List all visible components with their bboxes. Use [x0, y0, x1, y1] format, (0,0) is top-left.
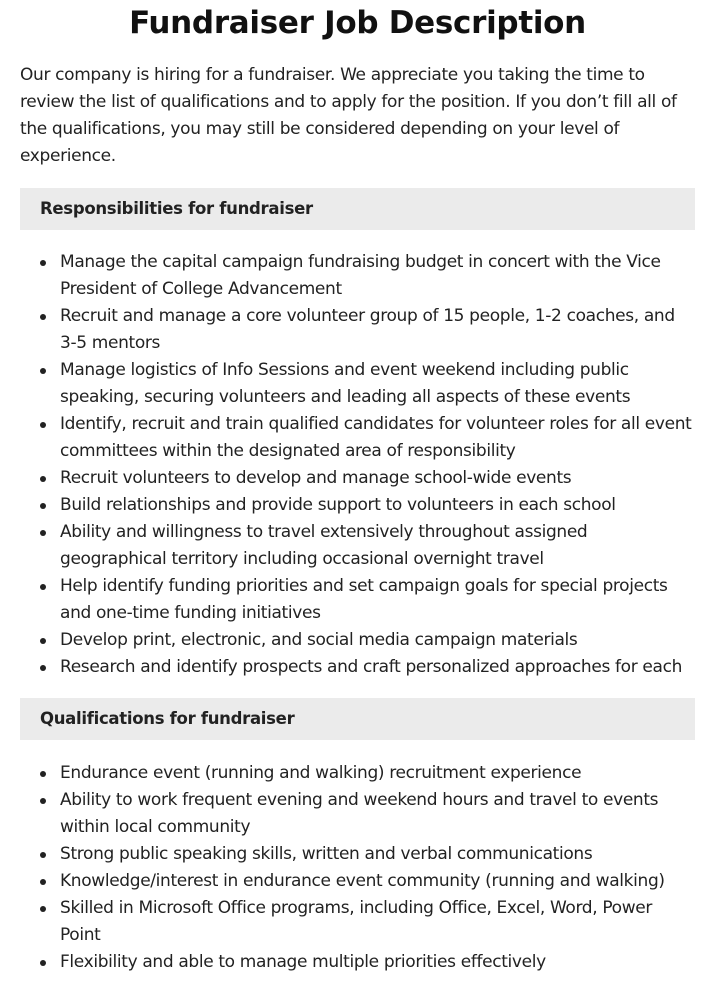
- list-item-text: Skilled in Microsoft Office programs, including Office, Excel, Word, Power Point: [60, 898, 652, 945]
- list-item: [20, 357, 695, 411]
- list-item: [20, 411, 695, 465]
- bullet-icon: [40, 771, 46, 777]
- responsibilities-list: [20, 249, 695, 681]
- list-item-text: Help identify funding priorities and set campaign goals for special projects and one-time funding initiatives: [60, 576, 668, 623]
- bullet-icon: [40, 798, 46, 804]
- bullet-icon: [40, 960, 46, 966]
- bullet-icon: [40, 530, 46, 536]
- list-item-text: Build relationships and provide support to volunteers in each school: [60, 495, 616, 515]
- list-item-text: Manage logistics of Info Sessions and event weekend including public speaking, securing volunteers and leading all aspects of these events: [60, 360, 631, 407]
- list-item: [20, 841, 695, 868]
- qualifications-heading: Qualifications for fundraiser: [20, 698, 695, 740]
- bullet-icon: [40, 314, 46, 320]
- bullet-icon: [40, 852, 46, 858]
- bullet-icon: [40, 422, 46, 428]
- intro-paragraph: Our company is hiring for a fundraiser. We appreciate you taking the time to review the list of qualifications and to apply for the position. If you don’t fill all of the qualifications, you may still be considered depending on your level of experience.: [20, 65, 677, 166]
- bullet-icon: [40, 665, 46, 671]
- list-item: [20, 868, 695, 895]
- list-item-text: Strong public speaking skills, written and verbal communications: [60, 844, 593, 864]
- list-item-text: Research and identify prospects and craft personalized approaches for each: [60, 657, 683, 677]
- list-item: [20, 895, 695, 949]
- responsibilities-heading: Responsibilities for fundraiser: [20, 188, 695, 230]
- list-item-text: Ability to work frequent evening and weekend hours and travel to events within local community: [60, 790, 659, 837]
- list-item: [20, 949, 695, 976]
- list-item: [20, 249, 695, 303]
- list-item: [20, 654, 695, 681]
- bullet-icon: [40, 906, 46, 912]
- list-item: [20, 465, 695, 492]
- qualifications-list: [20, 760, 695, 976]
- bullet-icon: [40, 638, 46, 644]
- bullet-icon: [40, 584, 46, 590]
- list-item: [20, 627, 695, 654]
- list-item-text: Ability and willingness to travel extensively throughout assigned geographical territory including occasional overnight travel: [60, 522, 588, 569]
- list-item-text: Manage the capital campaign fundraising budget in concert with the Vice President of College Advancement: [60, 252, 661, 299]
- list-item: [20, 760, 695, 787]
- list-item: [20, 492, 695, 519]
- bullet-icon: [40, 879, 46, 885]
- page-title: Fundraiser Job Description: [129, 5, 586, 41]
- job-description-page: [20, 0, 695, 976]
- list-item-text: Knowledge/interest in endurance event community (running and walking): [60, 871, 665, 891]
- list-item: [20, 787, 695, 841]
- list-item: [20, 519, 695, 573]
- bullet-icon: [40, 476, 46, 482]
- list-item-text: Recruit volunteers to develop and manage school-wide events: [60, 468, 572, 488]
- list-item-text: Identify, recruit and train qualified candidates for volunteer roles for all event committees within the designated area of responsibility: [60, 414, 692, 461]
- list-item: [20, 303, 695, 357]
- list-item-text: Recruit and manage a core volunteer group of 15 people, 1-2 coaches, and 3-5 mentors: [60, 306, 675, 353]
- list-item-text: Develop print, electronic, and social media campaign materials: [60, 630, 578, 650]
- list-item: [20, 573, 695, 627]
- list-item-text: Endurance event (running and walking) recruitment experience: [60, 763, 582, 783]
- bullet-icon: [40, 260, 46, 266]
- bullet-icon: [40, 503, 46, 509]
- bullet-icon: [40, 368, 46, 374]
- list-item-text: Flexibility and able to manage multiple priorities effectively: [60, 952, 546, 972]
